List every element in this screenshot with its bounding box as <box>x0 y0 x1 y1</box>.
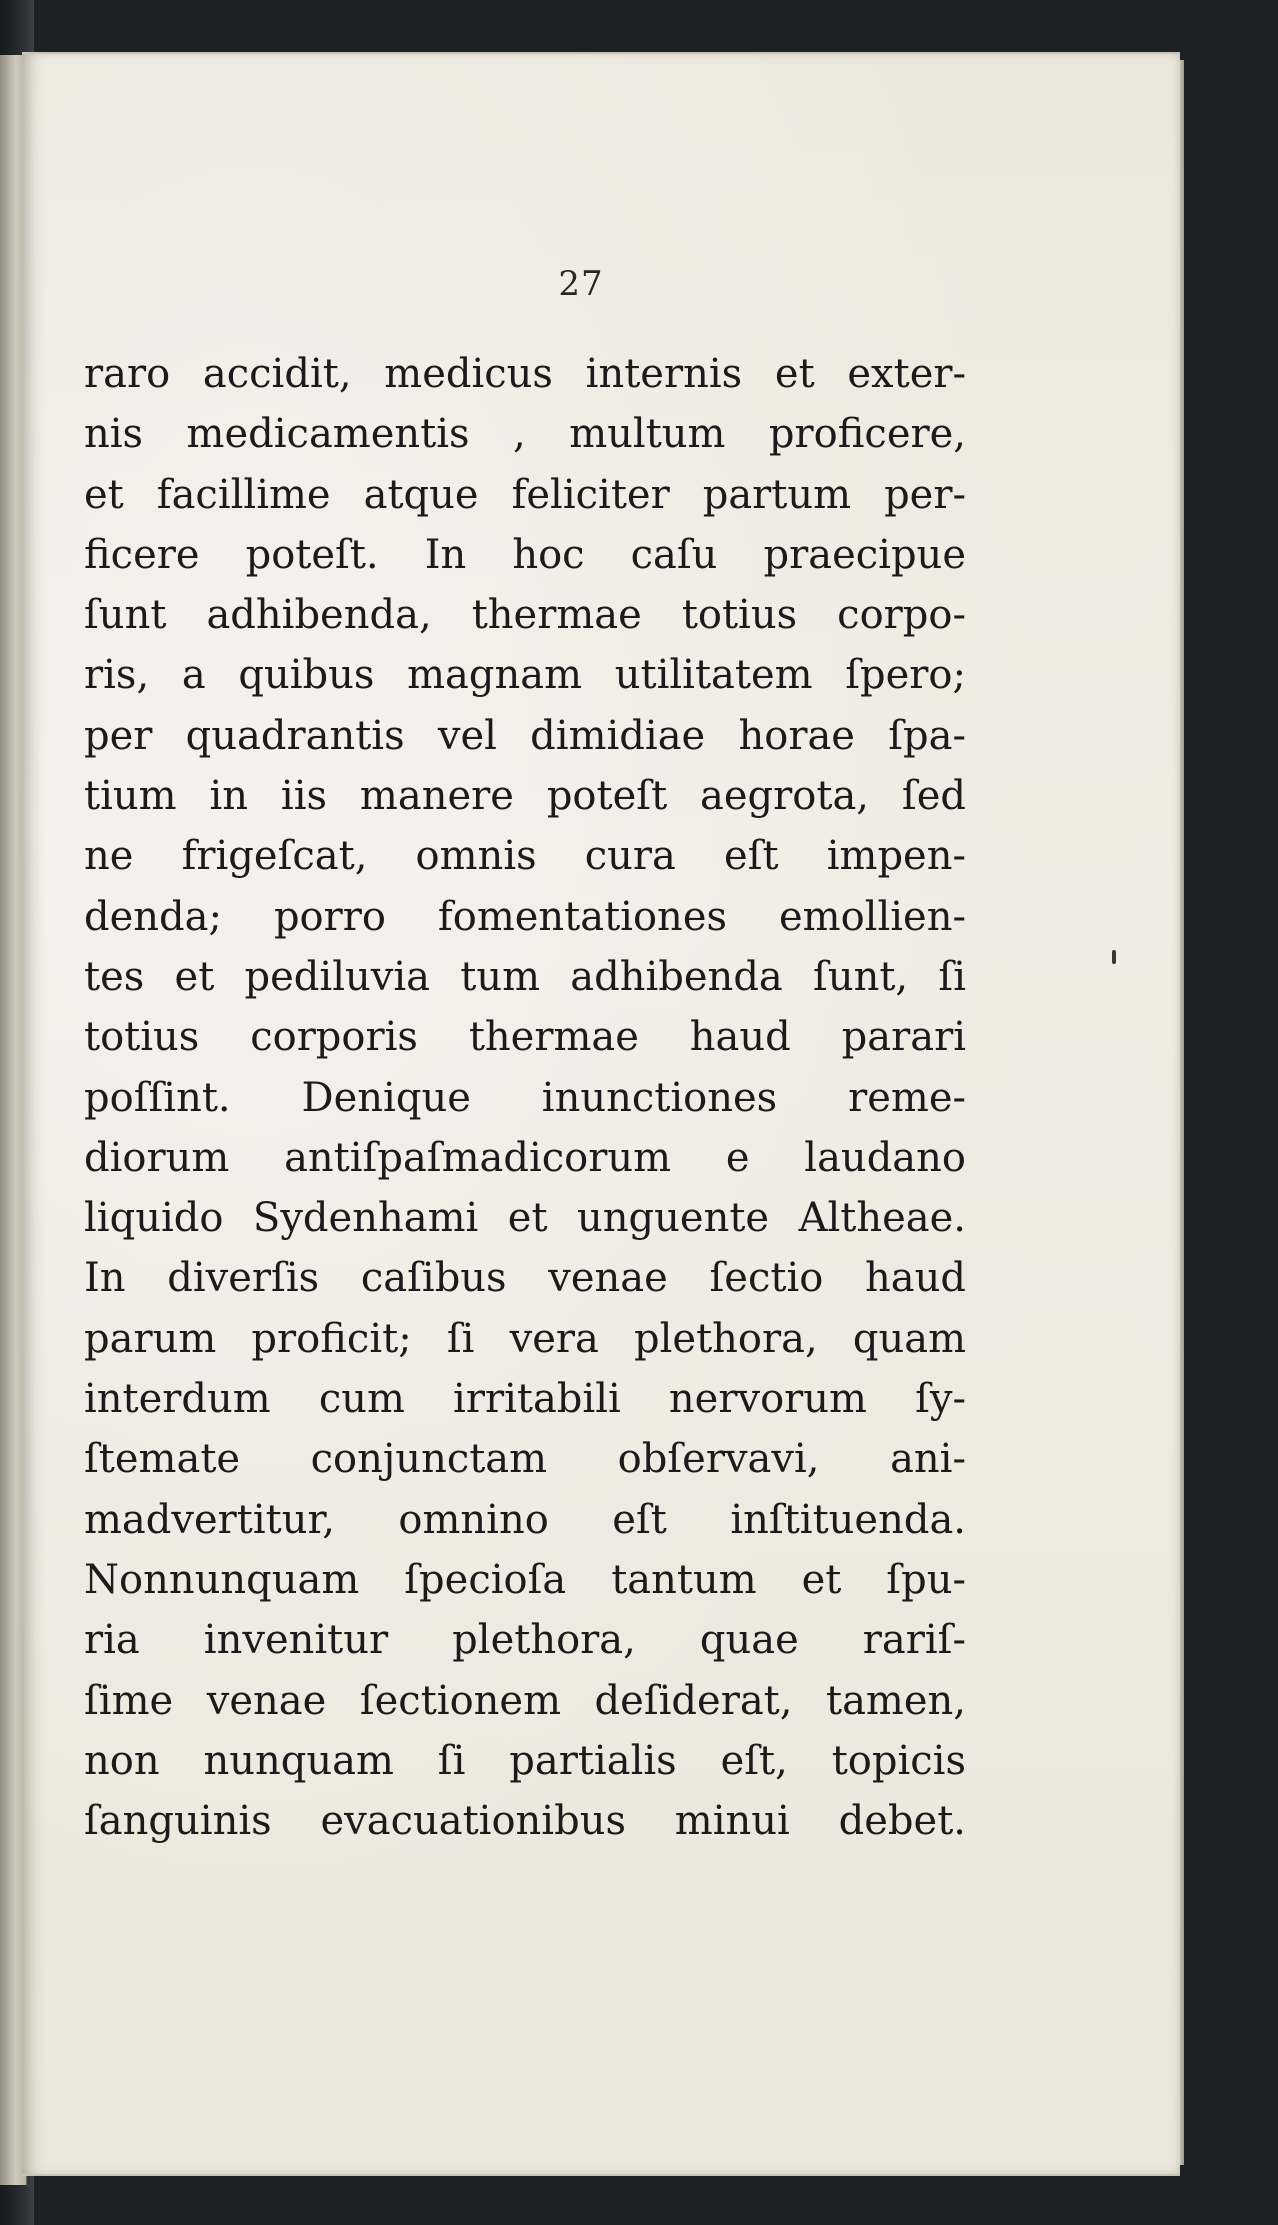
book-page <box>22 52 1180 2176</box>
text-line: ſime venae ſectionem deſiderat, tamen, <box>84 1677 966 1724</box>
text-line: interdum cum irritabili nervorum ſy- <box>84 1376 966 1423</box>
text-line: diorum antiſpaſmadicorum e laudano <box>84 1134 966 1181</box>
text-line: ſtemate conjunctam obſervavi, ani- <box>84 1436 966 1483</box>
text-line: et facillime atque feliciter partum per- <box>84 471 966 518</box>
text-line: In diverſis caſibus venae ſectio haud <box>84 1255 966 1302</box>
text-line: ria invenitur plethora, quae rariſ- <box>84 1617 966 1664</box>
text-line: nis medicamentis , multum proficere, <box>84 411 966 458</box>
text-line: non nunquam ſi partialis eſt, topicis <box>84 1737 966 1784</box>
text-line: parum proficit; ſi vera plethora, quam <box>84 1315 966 1362</box>
text-line: madvertitur, omnino eſt inſtituenda. <box>84 1496 966 1543</box>
text-line: liquido Sydenhami et unguente Altheae. <box>84 1195 966 1242</box>
text-line: ſunt adhibenda, thermae totius corpo- <box>84 592 966 639</box>
ink-speck <box>1112 950 1116 964</box>
text-line: raro accidit, medicus internis et exter- <box>84 351 966 397</box>
text-line: poſſint. Denique inunctiones reme- <box>84 1074 966 1121</box>
text-line: tium in iis manere poteſt aegrota, ſed <box>84 773 966 820</box>
text-line: ſanguinis evacuationibus minui debet. <box>84 1798 966 1845</box>
text-line: totius corporis thermae haud parari <box>84 1014 966 1061</box>
text-line: denda; porro fomentationes emollien- <box>84 893 966 940</box>
text-line: tes et pediluvia tum adhibenda ſunt, ſi <box>84 953 966 1000</box>
body-text <box>84 344 966 1851</box>
text-line: ficere poteſt. In hoc caſu praecipue <box>84 531 966 578</box>
page-number: 27 <box>558 264 604 304</box>
text-line: ne frigeſcat, omnis cura eſt impen- <box>84 833 966 880</box>
text-line: per quadrantis vel dimidiae horae ſpa- <box>84 712 966 759</box>
text-line: Nonnunquam ſpecioſa tantum et ſpu- <box>84 1556 966 1603</box>
text-line: ris, a quibus magnam utilitatem ſpero; <box>84 652 966 699</box>
